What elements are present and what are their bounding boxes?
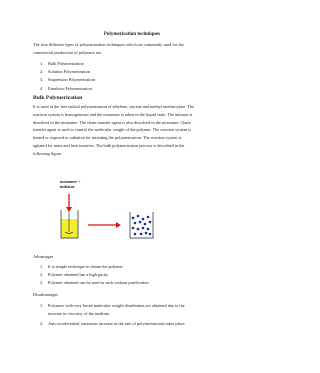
list-item: 1. It is simple technique to obtain the polymer [40, 264, 123, 269]
figure-label-initiator: initiator [60, 184, 75, 189]
list-item: 1. Polymers with very broad molecular weight distribution are obtained due to the [40, 303, 185, 308]
monomer-beaker [61, 210, 78, 238]
polymer-beaker [130, 212, 153, 238]
list-item: 2. Solution Polymerization [40, 69, 90, 75]
process-arrow-icon [88, 222, 121, 228]
intro-paragraph [33, 41, 184, 57]
advantages-list [40, 263, 150, 288]
page-title: Polymerisation techniques [103, 32, 161, 37]
figure-label-monomer: monomer + [60, 179, 81, 184]
bulk-line: dissolved in the monomer. The chain transfer agent is also dissolved in the monomer. Chain [33, 119, 191, 125]
disadvantages-heading: Disadvantages [33, 292, 59, 297]
bulk-line: It is used in the free radical polymerization of ethylene, styrene and methyl methacrylate. The [33, 104, 194, 109]
techniques-list [40, 60, 95, 93]
bulk-line: transfer agent is used to control the molecular weight of the polymer. The reaction system is [33, 127, 192, 133]
intro-line: commercial production of polymers are [33, 49, 102, 55]
intro-line: The four different types of polymerization techniques which are commonly used for the [33, 42, 184, 47]
bulk-heading: Bulk Polymerization [33, 95, 83, 101]
bulk-line: heated or exposed to radiation for initiating the polymerization. The reaction system is [33, 135, 182, 141]
feed-arrow-icon [66, 194, 72, 212]
list-item: 2. Auto acceleration( enormous increase in the rate of polymerization) takes place. [40, 321, 186, 327]
disadvantages-list [40, 302, 186, 329]
bulk-line: agitated for mass and heat transfers. The bulk polymerization process is described in the [33, 142, 185, 148]
bulk-paragraph [33, 103, 194, 158]
list-item: increase in viscosity of the medium. [48, 311, 111, 317]
bulk-line: following figure. [33, 150, 63, 156]
list-item: 4. Emulsion Polymerization [40, 85, 92, 91]
list-item: 1. Bulk Polymerization [40, 61, 84, 66]
bulk-line: reaction system is homogeneous and the monomer is taken in the liquid state. The initiator is [33, 111, 193, 117]
list-item: 2. Polymer obtained has a high purity [40, 272, 109, 278]
list-item: 3. Suspension Polymerization [40, 77, 95, 83]
bulk-polymerization-figure [55, 188, 165, 246]
advantages-heading: Advantages [33, 254, 54, 259]
list-item: 3. Polymer obtained can be used as such without purification. [40, 280, 150, 286]
